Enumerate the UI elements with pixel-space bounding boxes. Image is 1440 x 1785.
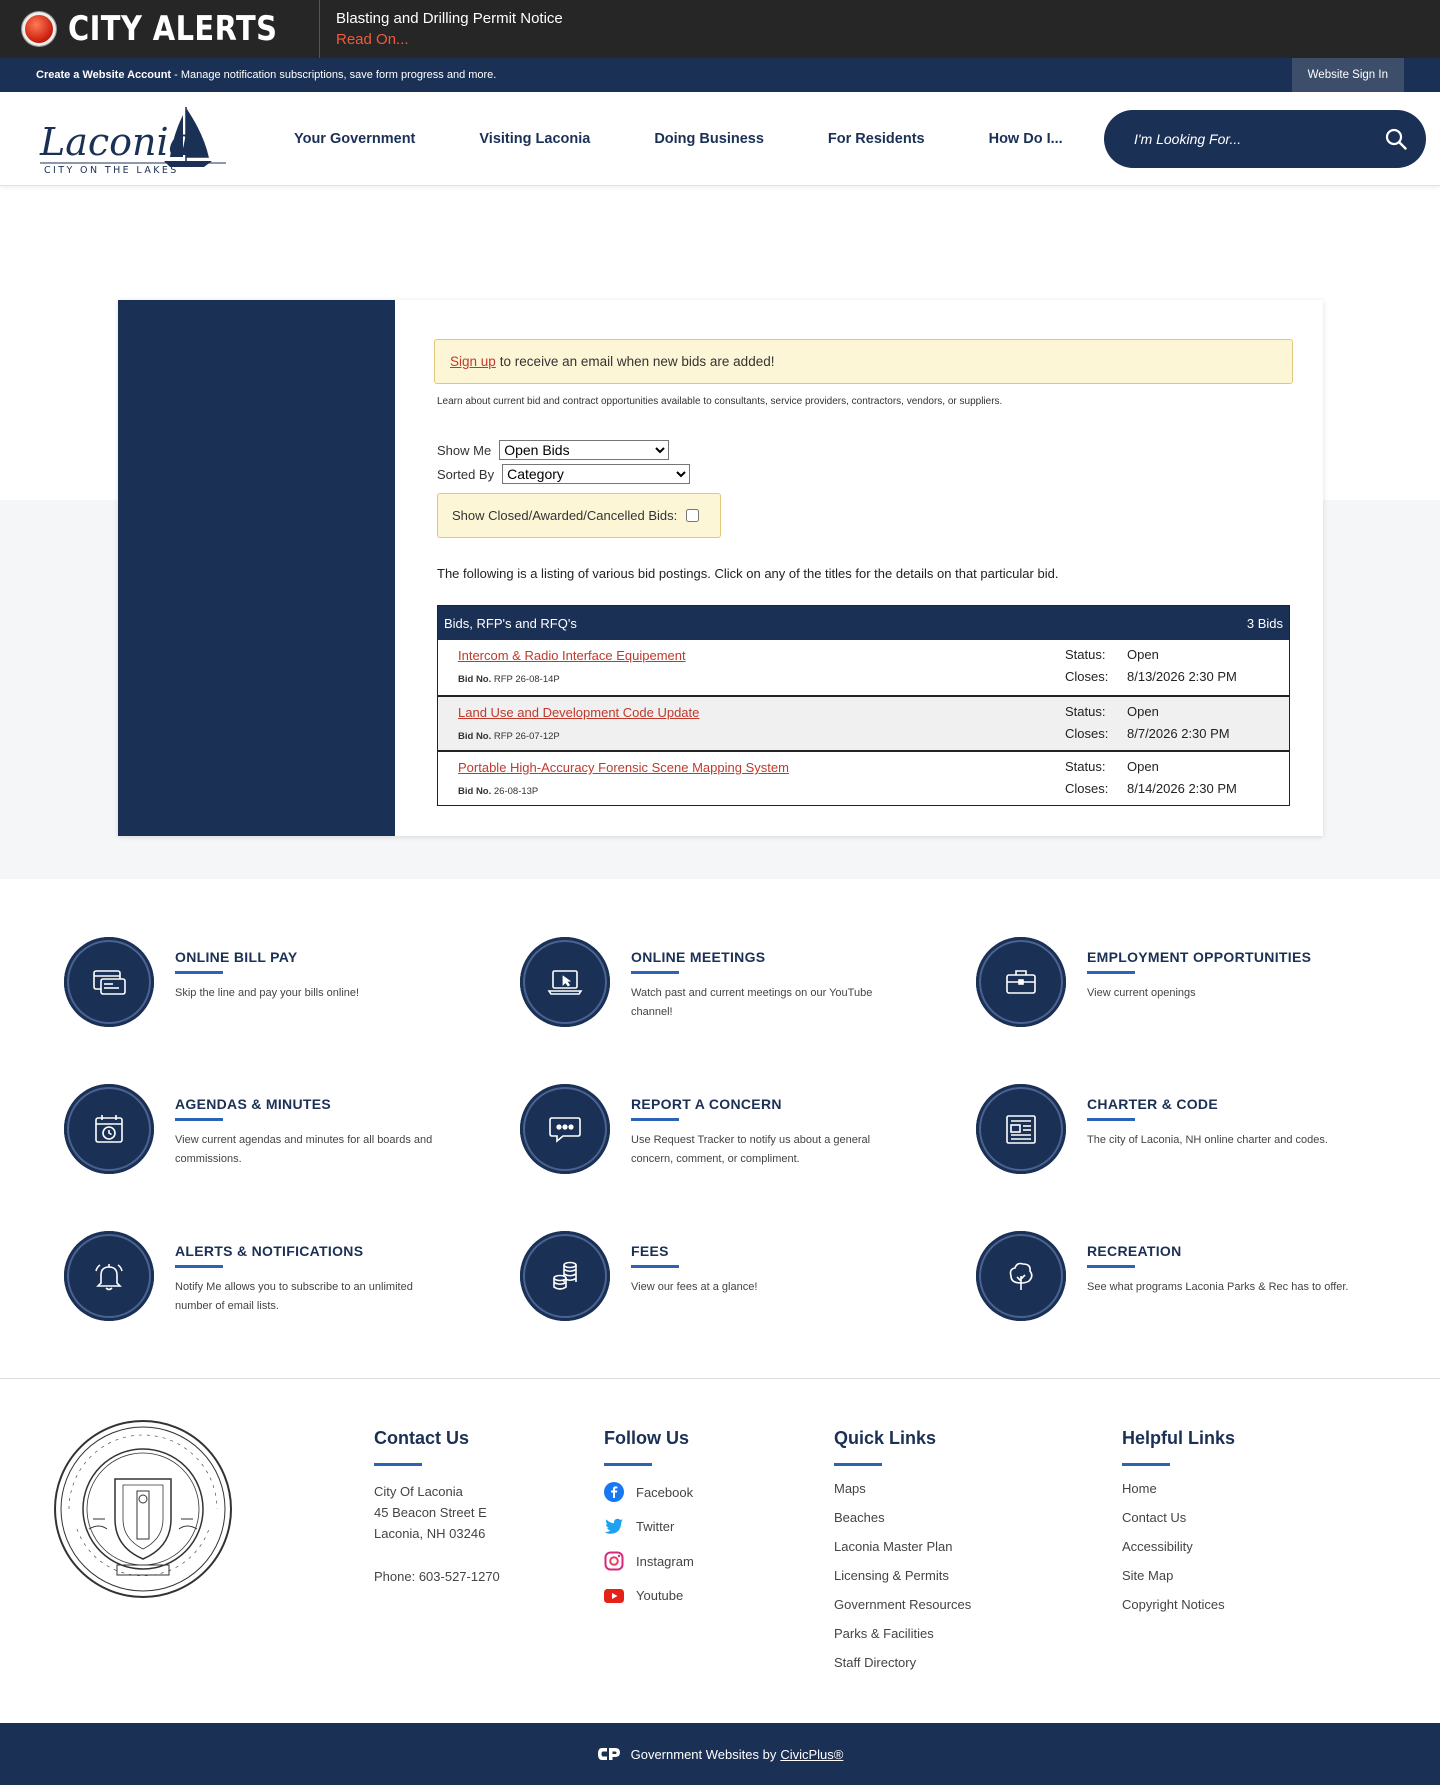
site-search	[1104, 110, 1426, 168]
footer-link-staff-directory[interactable]: Staff Directory	[834, 1655, 917, 1670]
quick-link-report-concern[interactable]: REPORT A CONCERN Use Request Tracker to notify us about a general concern, comment, or compliment.	[520, 1084, 976, 1231]
social-youtube[interactable]: Youtube	[604, 1579, 694, 1614]
show-closed-label: Show Closed/Awarded/Cancelled Bids:	[452, 508, 678, 523]
bid-row	[438, 750, 1289, 805]
calendar-clock-icon	[64, 1084, 154, 1174]
bid-closes-value: 8/7/2026 2:30 PM	[1127, 726, 1230, 741]
footer-helpful-links-heading: Helpful Links	[1122, 1428, 1236, 1448]
search-icon[interactable]	[1384, 127, 1408, 151]
bid-status-value: Open	[1127, 647, 1159, 662]
quick-links-section	[0, 879, 1440, 1379]
show-me-label: Show Me	[437, 442, 492, 458]
city-seal-icon	[53, 1419, 233, 1599]
civicplus-prefix: Government Websites by	[630, 1746, 777, 1762]
bid-status: Status: Open Closes: 8/7/2026 2:30 PM	[1065, 704, 1230, 741]
footer-link-parks[interactable]: Parks & Facilities	[834, 1626, 934, 1641]
bid-number: Bid No. RFP 26-07-12P	[458, 731, 560, 742]
laptop-icon	[520, 937, 610, 1027]
logo-wordmark: Laconia	[40, 119, 192, 164]
bid-number: Bid No. 26-08-13P	[458, 786, 539, 797]
footer-contact-heading: Contact Us	[374, 1428, 470, 1448]
bids-intro-text: Learn about current bid and contract opportunities available to consultants, service providers, contractors, vendors, or suppliers.	[437, 396, 1003, 407]
coins-icon	[520, 1231, 610, 1321]
footer-quick-links	[834, 1428, 971, 1677]
quick-link-online-meetings[interactable]: ONLINE MEETINGS Watch past and current meetings on our YouTube channel!	[520, 937, 976, 1084]
show-closed-box	[437, 493, 721, 538]
footer-link-licensing[interactable]: Licensing & Permits	[834, 1568, 949, 1583]
city-alerts-bar	[0, 0, 1440, 58]
quick-link-charter-code[interactable]: CHARTER & CODE The city of Laconia, NH online charter and codes.	[976, 1084, 1432, 1231]
footer-contact	[374, 1428, 500, 1587]
bid-closes-value: 8/13/2026 2:30 PM	[1127, 669, 1237, 684]
main-area	[0, 186, 1440, 879]
credit-card-icon	[64, 937, 154, 1027]
nav-doing-business[interactable]: Doing Business	[654, 130, 764, 147]
footer-link-copyright[interactable]: Copyright Notices	[1122, 1597, 1225, 1612]
footer-link-home[interactable]: Home	[1122, 1481, 1157, 1496]
alert-light-icon	[22, 12, 56, 46]
create-account-link[interactable]: Create a Website Account	[36, 69, 172, 81]
quick-link-alerts-notifications[interactable]: ALERTS & NOTIFICATIONS Notify Me allows you to subscribe to an unlimited number of email lists.	[64, 1231, 520, 1378]
nav-visiting-laconia[interactable]: Visiting Laconia	[479, 130, 591, 147]
nav-how-do-i[interactable]: How Do I...	[988, 130, 1063, 147]
social-instagram[interactable]: Instagram	[604, 1544, 694, 1579]
bid-title-link[interactable]: Intercom & Radio Interface Equipement	[458, 648, 686, 663]
site-footer	[0, 1379, 1440, 1723]
twitter-icon	[604, 1517, 624, 1537]
footer-follow	[604, 1428, 694, 1613]
bid-status: Status: Open Closes: 8/14/2026 2:30 PM	[1065, 759, 1237, 796]
site-header	[0, 92, 1440, 186]
nav-for-residents[interactable]: For Residents	[827, 130, 925, 147]
social-facebook[interactable]: Facebook	[604, 1475, 694, 1510]
bids-table-title: Bids, RFP's and RFQ's	[444, 615, 577, 631]
quick-link-recreation[interactable]: RECREATION See what programs Laconia Parks & Rec has to offer.	[976, 1231, 1432, 1378]
nav-your-government[interactable]: Your Government	[294, 130, 416, 147]
left-sidebar	[118, 300, 395, 836]
logo-tagline: CITY ON THE LAKES	[44, 164, 179, 176]
bid-title-link[interactable]: Land Use and Development Code Update	[458, 705, 700, 720]
footer-link-accessibility[interactable]: Accessibility	[1122, 1539, 1193, 1554]
bid-closes-value: 8/14/2026 2:30 PM	[1127, 781, 1237, 796]
account-text	[36, 69, 496, 81]
bid-status: Status: Open Closes: 8/13/2026 2:30 PM	[1065, 647, 1237, 684]
bid-status-value: Open	[1127, 759, 1159, 774]
footer-link-beaches[interactable]: Beaches	[834, 1510, 885, 1525]
footer-follow-heading: Follow Us	[604, 1428, 689, 1448]
bid-row	[438, 640, 1289, 695]
bids-count: 3 Bids	[1246, 615, 1283, 631]
civicplus-bar	[0, 1723, 1440, 1785]
briefcase-icon	[976, 937, 1066, 1027]
signup-link[interactable]: Sign up	[450, 354, 496, 369]
footer-link-master-plan[interactable]: Laconia Master Plan	[834, 1539, 953, 1554]
civicplus-link[interactable]: CivicPlus®	[780, 1746, 844, 1762]
bids-content	[395, 300, 1323, 836]
sorted-by-label: Sorted By	[437, 466, 495, 482]
bell-icon	[64, 1231, 154, 1321]
civicplus-logo-icon	[597, 1746, 621, 1762]
contact-org: City Of Laconia	[374, 1484, 463, 1499]
laconia-logo[interactable]	[0, 92, 250, 186]
website-sign-in-button[interactable]: Website Sign In	[1292, 58, 1404, 92]
bid-status-value: Open	[1127, 704, 1159, 719]
show-closed-checkbox[interactable]	[686, 509, 699, 522]
listing-description: The following is a listing of various bid postings. Click on any of the titles for the details on that particular bid.	[437, 566, 1059, 581]
create-account-desc: - Manage notification subscriptions, save form progress and more.	[171, 69, 497, 81]
quick-link-agendas-minutes[interactable]: AGENDAS & MINUTES View current agendas and minutes for all boards and commissions.	[64, 1084, 520, 1231]
footer-link-maps[interactable]: Maps	[834, 1481, 866, 1496]
contact-street: 45 Beacon Street E	[374, 1505, 487, 1520]
youtube-icon	[604, 1586, 624, 1606]
account-bar	[0, 58, 1440, 92]
bid-number: Bid No. RFP 26-08-14P	[458, 674, 560, 685]
footer-quick-links-heading: Quick Links	[834, 1428, 937, 1448]
footer-helpful-links	[1122, 1428, 1235, 1619]
city-alerts-label[interactable]	[0, 0, 320, 58]
quick-link-employment[interactable]: EMPLOYMENT OPPORTUNITIES View current openings	[976, 937, 1432, 1084]
chat-bubble-icon	[520, 1084, 610, 1174]
show-me-select[interactable]	[499, 440, 669, 460]
bids-table-header	[438, 606, 1289, 640]
footer-link-site-map[interactable]: Site Map	[1122, 1568, 1174, 1583]
contact-city: Laconia, NH 03246	[374, 1526, 486, 1541]
instagram-icon	[604, 1551, 624, 1571]
facebook-icon	[604, 1482, 624, 1502]
quick-link-fees[interactable]: FEES View our fees at a glance!	[520, 1231, 976, 1378]
document-icon	[976, 1084, 1066, 1174]
tree-icon	[976, 1231, 1066, 1321]
contact-phone: Phone: 603-527-1270	[374, 1569, 500, 1584]
social-twitter[interactable]: Twitter	[604, 1510, 694, 1545]
alert-notice-text[interactable]: Blasting and Drilling Permit Notice	[336, 10, 563, 27]
laconia-logo-graphic	[36, 101, 226, 177]
alert-read-on-link[interactable]: Read On...	[336, 31, 409, 48]
bid-row	[438, 695, 1289, 750]
main-nav	[262, 131, 1095, 147]
signup-notice	[434, 339, 1293, 384]
sorted-by-row	[434, 464, 1293, 484]
city-alerts-title: CITY ALERTS	[68, 9, 278, 49]
bids-container	[118, 300, 1323, 836]
signup-text: to receive an email when new bids are added!	[499, 354, 775, 369]
bids-table	[437, 605, 1290, 806]
bid-title-link[interactable]: Portable High-Accuracy Forensic Scene Mapping System	[458, 760, 789, 775]
show-me-row	[434, 440, 1293, 460]
sorted-by-select[interactable]	[502, 464, 690, 484]
search-input[interactable]	[1134, 131, 1364, 147]
footer-link-gov-resources[interactable]: Government Resources	[834, 1597, 972, 1612]
footer-link-contact[interactable]: Contact Us	[1122, 1510, 1187, 1525]
quick-link-online-bill-pay[interactable]: ONLINE BILL PAY Skip the line and pay your bills online!	[64, 937, 520, 1084]
